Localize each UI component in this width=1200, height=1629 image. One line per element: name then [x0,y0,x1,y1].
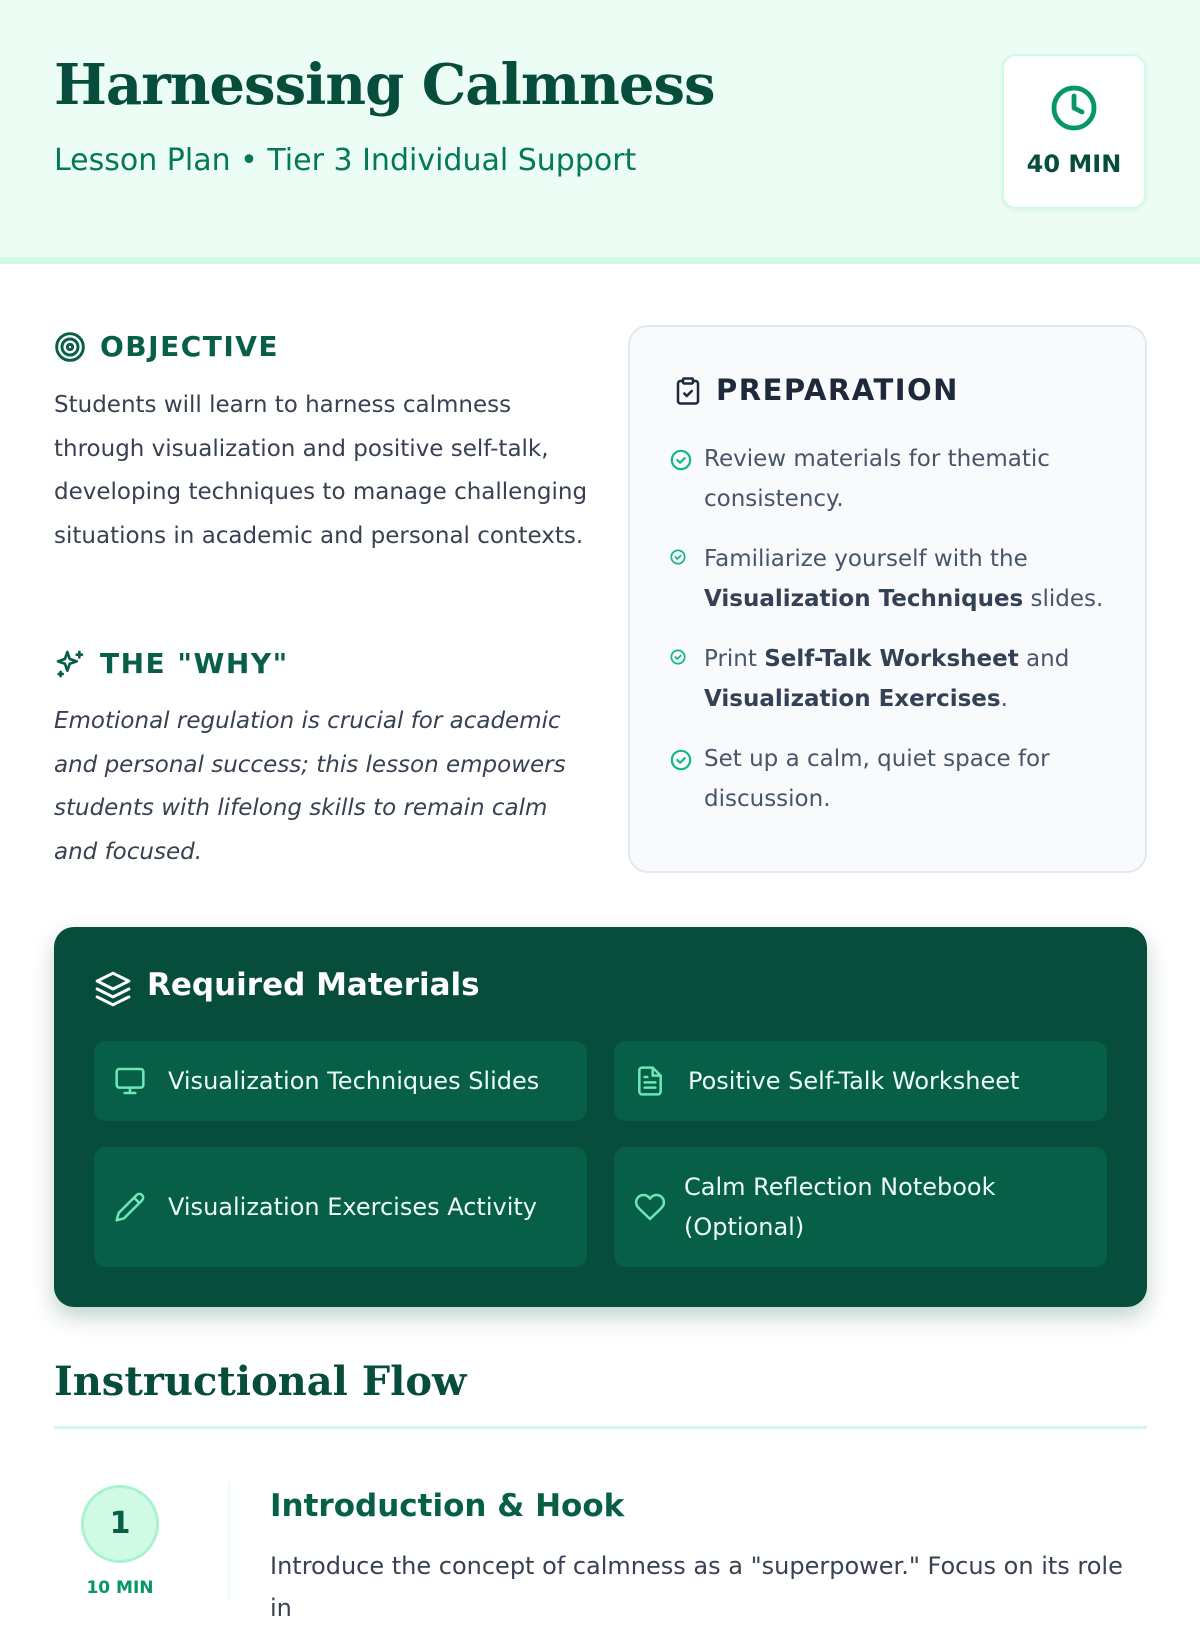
prep-item: Print Self-Talk Worksheet and Visualization Exercises. [670,639,1120,719]
layers-icon [94,970,132,1008]
material-label: Visualization Exercises Activity [168,1193,537,1221]
check-circle-icon [670,449,692,471]
why-text: Emotional regulation is crucial for academic and personal success; this lesson empowers students with lifelong skills to remain calm and focused. [54,708,566,865]
why-heading: THE "WHY" [100,647,289,680]
material-label: Visualization Techniques Slides [168,1067,540,1095]
clock-icon [1050,84,1098,132]
step-description: Introduce the concept of calmness as a "superpower." Focus on its role in [270,1552,1123,1622]
objective-heading: OBJECTIVE [100,330,280,363]
target-icon [54,331,86,363]
material-label: Positive Self-Talk Worksheet [688,1067,1020,1095]
document-icon [634,1065,666,1097]
step-divider [228,1483,230,1600]
lesson-header [0,0,1200,264]
preparation-list [670,439,1120,839]
step-title: Introduction & Hook [270,1488,625,1524]
heart-icon [634,1191,666,1223]
page-title: Harnessing Calmness [54,52,715,118]
material-item [614,1041,1107,1121]
prep-item: Set up a calm, quiet space for discussion. [670,739,1120,819]
duration-label: 40 MIN [1026,150,1122,178]
objective-text: Students will learn to harness calmness through visualization and positive self-talk, developing techniques to manage challenging situations in academic and personal contexts. [54,392,588,549]
check-circle-icon [670,649,686,665]
prep-item: Review materials for thematic consistency. [670,439,1120,519]
instructional-flow-heading: Instructional Flow [54,1358,467,1405]
prep-item: Familiarize yourself with the Visualization Techniques slides. [670,539,1120,619]
required-materials-panel [54,927,1147,1307]
check-circle-icon [670,549,686,565]
monitor-icon [114,1065,146,1097]
step-number-badge: 1 [81,1485,159,1563]
preparation-heading: PREPARATION [716,373,959,407]
section-divider [54,1426,1147,1429]
material-label: Calm Reflection Notebook (Optional) [684,1173,996,1241]
pencil-icon [114,1191,146,1223]
preparation-card [628,325,1147,873]
materials-heading: Required Materials [147,967,480,1003]
sparkles-icon [54,648,86,680]
clipboard-check-icon [673,375,703,407]
material-item [94,1147,587,1267]
duration-card [1002,54,1146,209]
material-item [94,1041,587,1121]
step-duration: 10 MIN [86,1578,154,1598]
material-item [614,1147,1107,1267]
page-subtitle: Lesson Plan • Tier 3 Individual Support [54,143,637,178]
check-circle-icon [670,749,692,771]
